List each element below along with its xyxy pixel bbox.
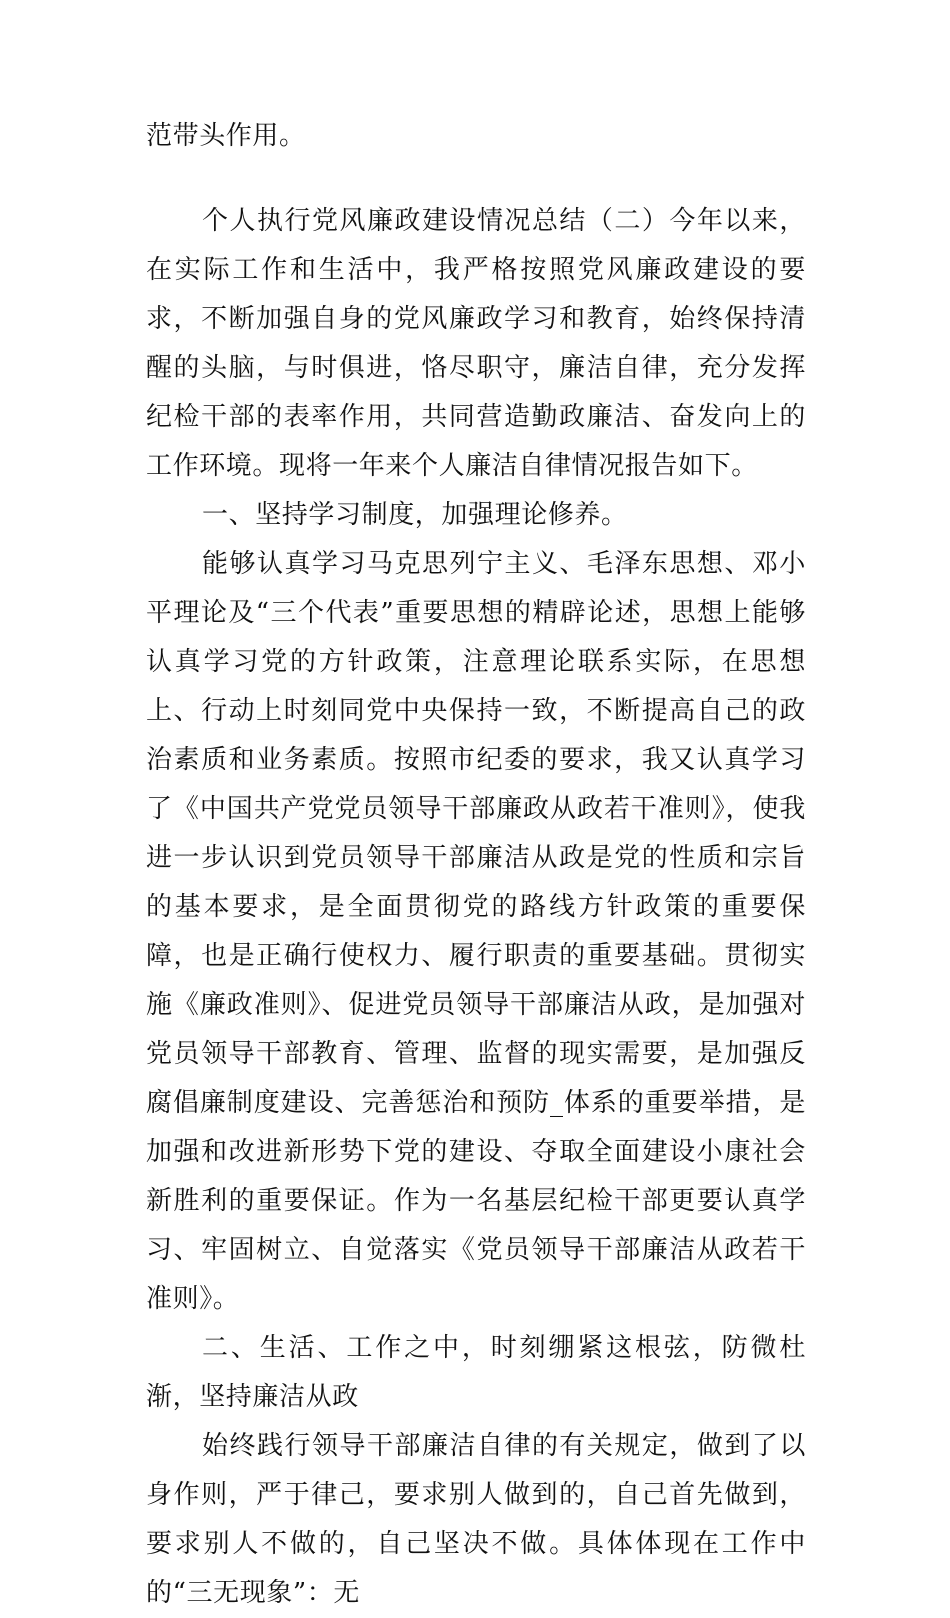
paragraph-study: 能够认真学习马克思列宁主义、毛泽东思想、邓小平理论及“三个代表”重要思想的精辟论述，思想上能够认真学习党的方针政策，注意理论联系实际，在思想上、行动上时刻同党中央保持一致，不断提高自己的政治素质和业务素质。按照市纪委的要求，我又认真学习了《中国共产党党员领导干部廉政从政若干准则》，使我进一步认识到党员领导干部廉洁从政是党的性质和宗旨的基本要求，是全面贯彻党的路线方针政策的重要保障，也是正确行使权力、履行职责的重要基础。贯彻实施《廉政准则》、促进党员领导干部廉洁从政，是加强对党员领导干部教育、管理、监督的现实需要，是加强反腐倡廉制度建设、完善惩治和预防_体系的重要举措，是加强和改进新形势下党的建设、夺取全面建设小康社会新胜利的重要保证。作为一名基层纪检干部更要认真学习、牢固树立、自觉落实《党员领导干部廉洁从政若干准则》。 (146, 549, 806, 1314)
section-heading-2: 二、生活、工作之中，时刻绷紧这根弦，防微杜渐，坚持廉洁从政 (146, 1333, 806, 1412)
document-page (146, 112, 806, 1618)
paragraph-practice: 始终践行领导干部廉洁自律的有关规定，做到了以身作则，严于律己，要求别人做到的，自己首先做到，要求别人不做的，自己坚决不做。具体体现在工作中的“三无现象”：无 (146, 1431, 806, 1608)
paragraph-summary-intro: 个人执行党风廉政建设情况总结（二）今年以来，在实际工作和生活中，我严格按照党风廉政建设的要求，不断加强自身的党风廉政学习和教育，始终保持清醒的头脑，与时俱进，恪尽职守，廉洁自律，充分发挥纪检干部的表率作用，共同营造勤政廉洁、奋发向上的工作环境。现将一年来个人廉洁自律情况报告如下。 (146, 206, 806, 481)
paragraph-gap (146, 161, 806, 197)
section-heading-1: 一、坚持学习制度，加强理论修养。 (202, 500, 628, 530)
paragraph-continuation: 范带头作用。 (146, 121, 306, 151)
